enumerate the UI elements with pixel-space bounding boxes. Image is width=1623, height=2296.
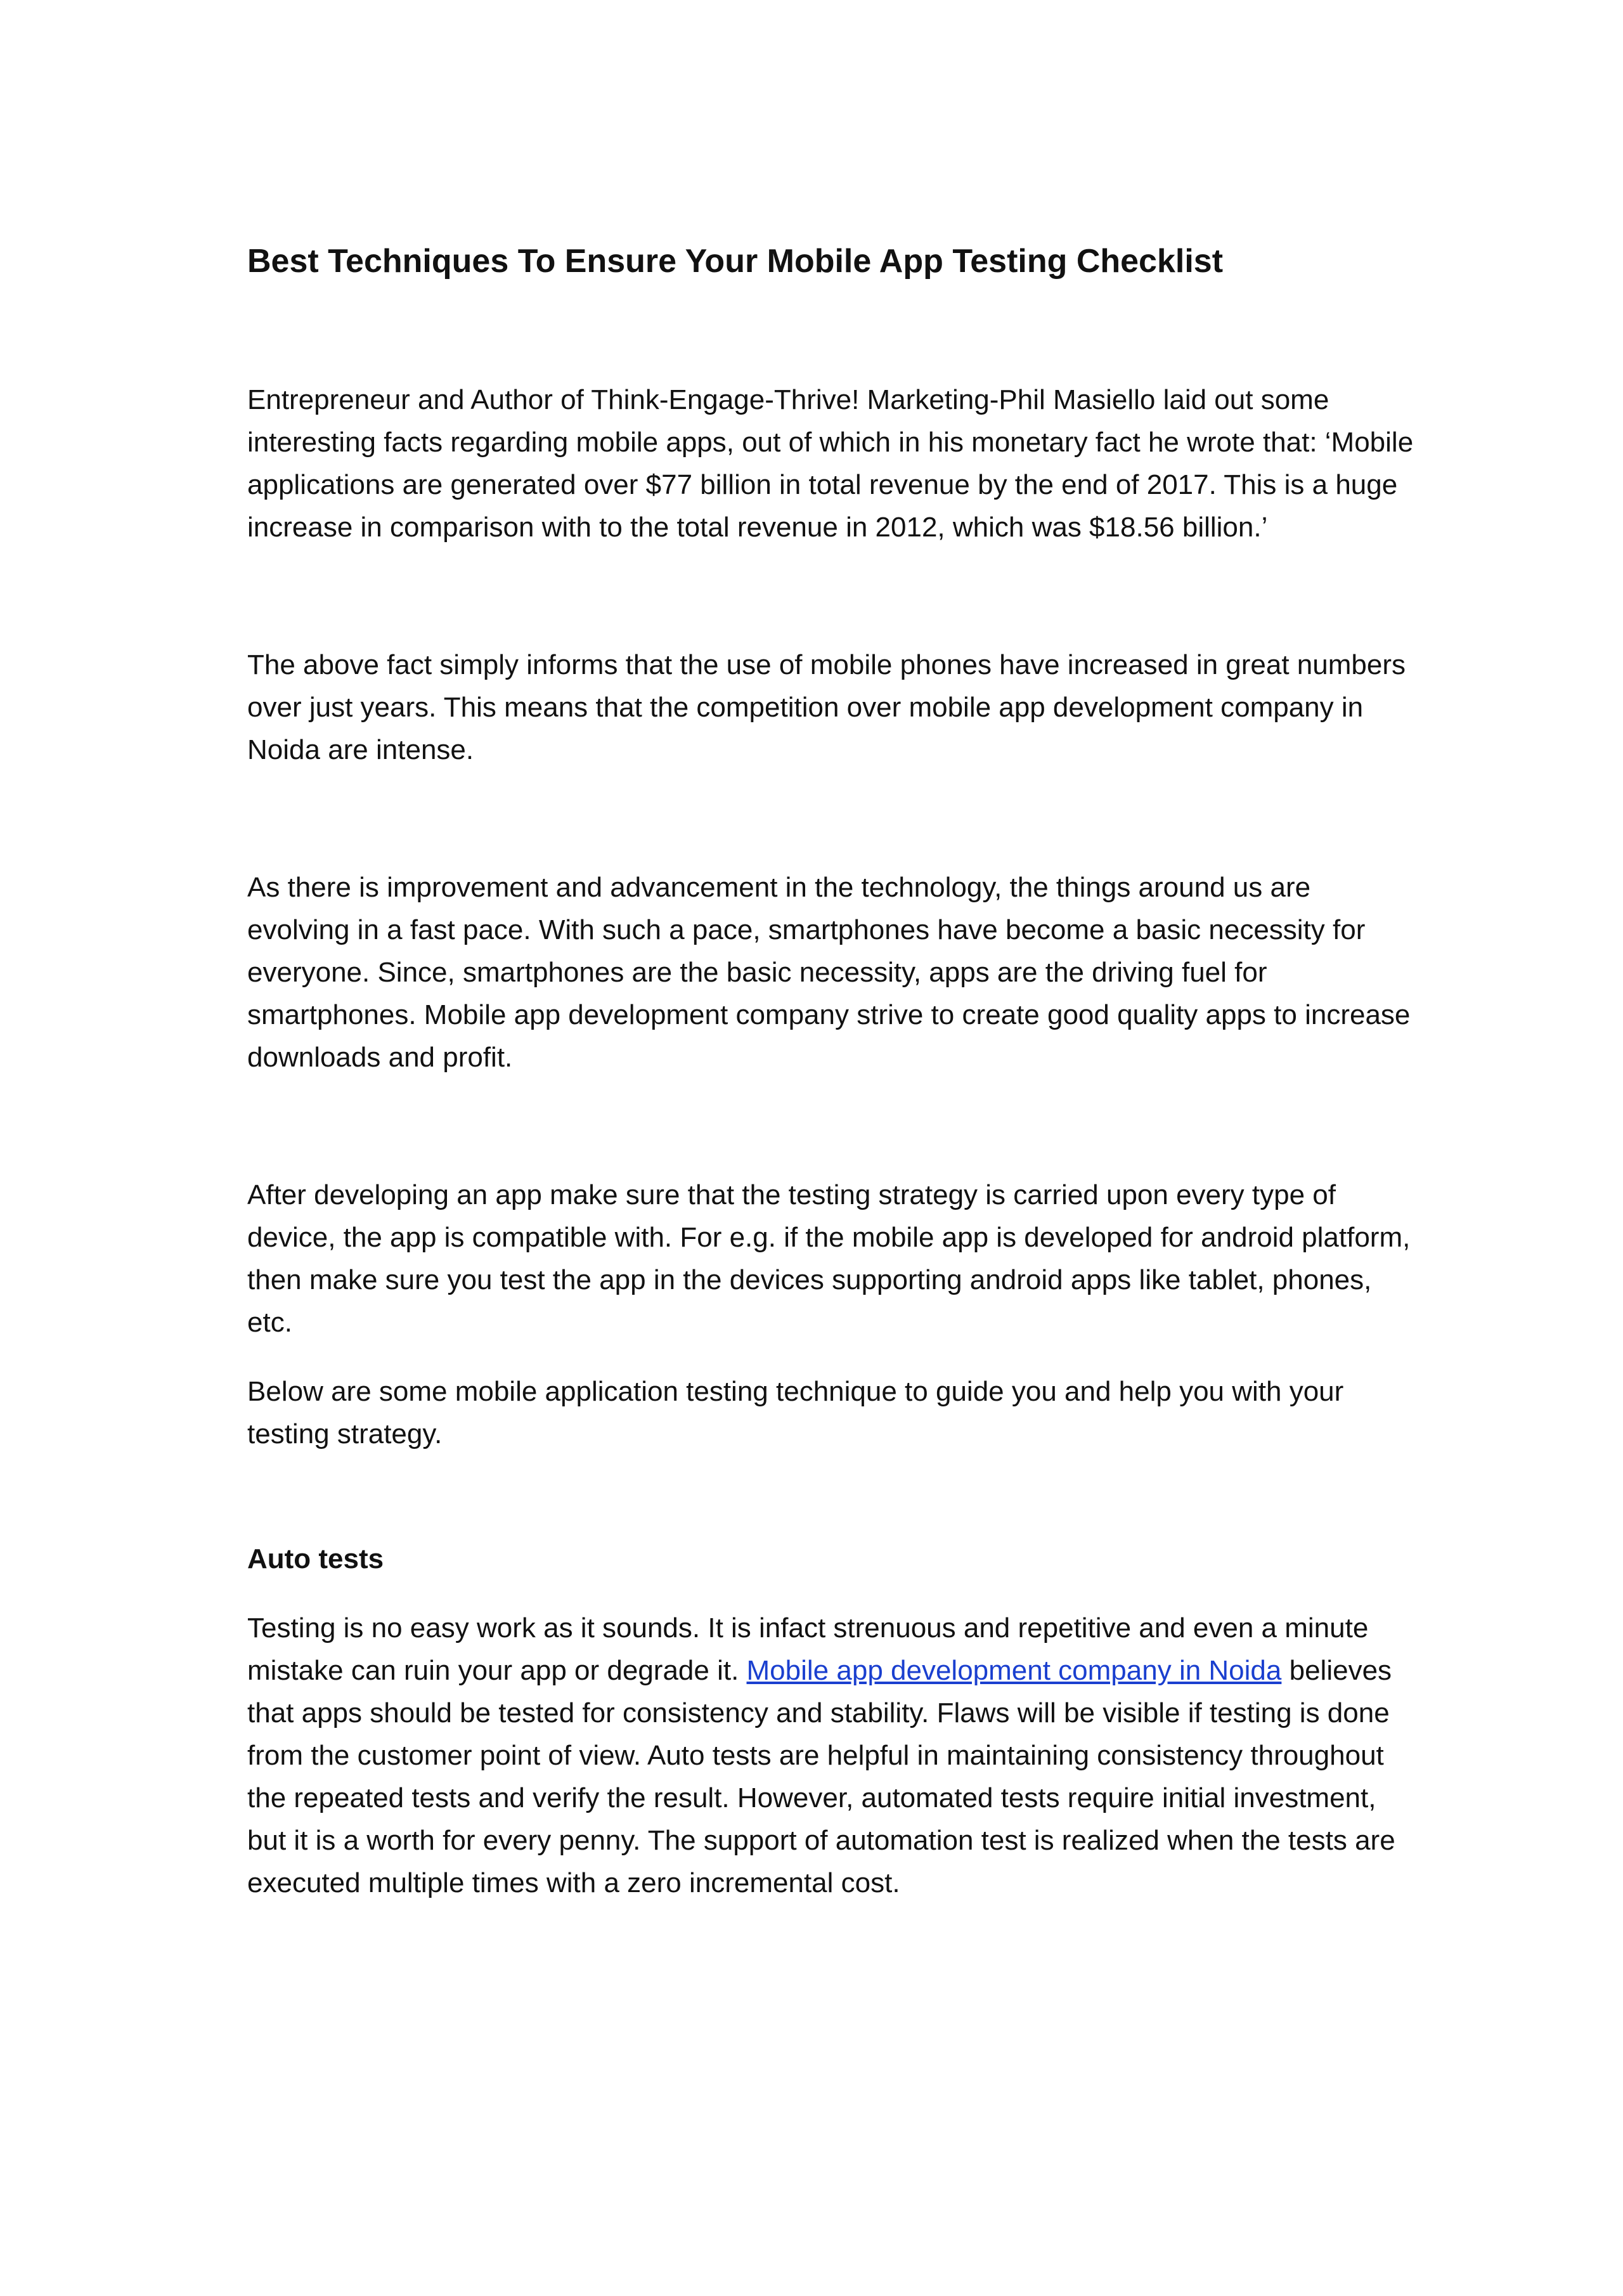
paragraph-intro: Entrepreneur and Author of Think-Engage-Thrive! Marketing-Phil Masiello laid out some interesting facts regarding mobile apps, out of which in his monetary fact he wrote that: ‘Mobile applications are generated over $77 billion in total revenue by the end of 2017. This is a huge increase in comparison with to the total revenue in 2012, which was $18.56 billion.’: [247, 384, 1414, 543]
paragraph-auto-tests: [247, 1607, 1414, 1904]
mobile-app-company-link[interactable]: Mobile app development company in Noida: [746, 1655, 1282, 1686]
paragraph-testing-strategy: After developing an app make sure that the testing strategy is carried upon every type of device, the app is compatible with. For e.g. if the mobile app is developed for android platform, then make sure you test the app in the devices supporting android apps like tablet, phones, etc.: [247, 1179, 1411, 1338]
document-body: [247, 236, 1414, 1904]
paragraph-technology: As there is improvement and advancement in the technology, the things around us are evolving in a fast pace. With such a pace, smartphones have become a basic necessity for everyone. Since, smartphones are the basic necessity, apps are the driving fuel for smartphones. Mobile app development company strive to create good quality apps to increase downloads and profit.: [247, 872, 1411, 1073]
paragraph-techniques-intro: Below are some mobile application testing technique to guide you and help you with your testing strategy.: [247, 1376, 1344, 1450]
paragraph-fact: The above fact simply informs that the use of mobile phones have increased in great numbers over just years. This means that the competition over mobile app development company in Noida are intense.: [247, 649, 1406, 765]
document-title: Best Techniques To Ensure Your Mobile App Testing Checklist: [247, 243, 1224, 280]
auto-tests-text-before-link: Testing is no easy work as it sounds. It is infact strenuous and repetitive and even a minute mistake can ruin your app or degrade it.: [247, 1612, 1369, 1686]
section-heading-auto-tests: Auto tests: [247, 1543, 384, 1574]
auto-tests-text-after-link: believes that apps should be tested for consistency and stability. Flaws will be visible if testing is done from the customer point of view. Auto tests are helpful in maintaining consistency throughout the repeated tests and verify the result. However, automated tests require initial investment, but it is a worth for every penny. The support of automation test is realized when the tests are executed multiple times with a zero incremental cost.: [247, 1655, 1395, 1898]
